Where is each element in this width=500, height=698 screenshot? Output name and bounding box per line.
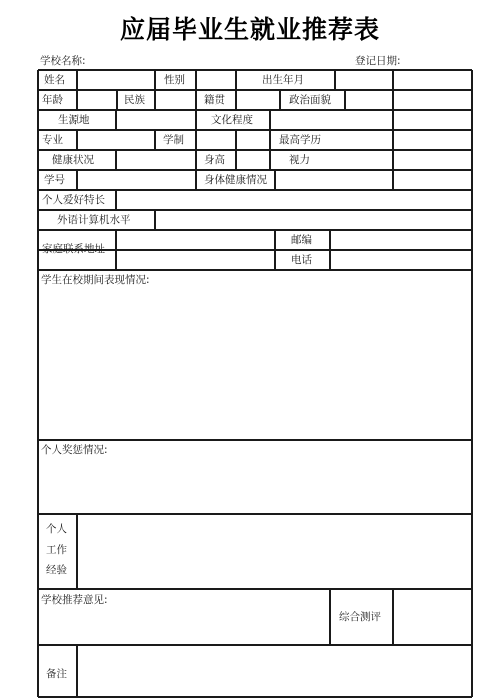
- grid-line-horizontal: [38, 439, 472, 440]
- grid-line-vertical: [195, 70, 196, 90]
- label-name: 姓名: [44, 74, 65, 86]
- label-awards: 个人奖惩情况:: [41, 444, 108, 456]
- grid-line-vertical: [269, 150, 270, 170]
- grid-line-vertical: [279, 90, 280, 110]
- grid-line-vertical: [154, 70, 155, 90]
- grid-line-vertical: [269, 110, 270, 130]
- grid-line-horizontal: [38, 644, 472, 645]
- grid-line-vertical: [274, 230, 275, 270]
- label-highest-degree: 最高学历: [279, 134, 321, 146]
- grid-line-horizontal: [38, 129, 472, 130]
- grid-line-horizontal: [38, 89, 472, 90]
- form-border-top: [38, 69, 472, 70]
- label-major: 专业: [42, 134, 63, 146]
- label-program-length: 学制: [163, 134, 184, 146]
- grid-line-vertical: [195, 150, 196, 170]
- label-remarks: 备注: [46, 668, 67, 680]
- grid-line-vertical: [76, 514, 77, 589]
- grid-line-vertical: [195, 170, 196, 190]
- label-birth-date: 出生年月: [262, 74, 304, 86]
- grid-line-vertical: [195, 110, 196, 130]
- label-physical-health: 身体健康情况: [204, 174, 267, 186]
- grid-line-horizontal: [38, 209, 472, 210]
- label-phone: 电话: [291, 254, 312, 266]
- grid-line-vertical: [154, 130, 155, 150]
- school-name-label: 学校名称:: [40, 55, 86, 67]
- grid-line-vertical: [76, 130, 77, 150]
- grid-line-horizontal: [38, 588, 472, 589]
- label-foreign-language-computer: 外语计算机水平: [57, 214, 131, 226]
- grid-line-horizontal: [38, 189, 472, 190]
- grid-line-horizontal: [38, 169, 472, 170]
- grid-line-vertical: [392, 70, 393, 190]
- label-education-level: 文化程度: [211, 114, 253, 126]
- grid-line-vertical: [76, 645, 77, 697]
- grid-line-vertical: [235, 70, 236, 90]
- grid-line-vertical: [116, 90, 117, 110]
- grid-line-vertical: [235, 90, 236, 110]
- label-height: 身高: [204, 154, 225, 166]
- grid-line-vertical: [154, 90, 155, 110]
- grid-line-vertical: [195, 130, 196, 150]
- label-hobbies: 个人爱好特长: [42, 194, 105, 206]
- grid-line-vertical: [195, 90, 196, 110]
- grid-line-vertical: [115, 230, 116, 270]
- grid-line-vertical: [76, 90, 77, 110]
- label-gender: 性别: [164, 74, 185, 86]
- grid-line-vertical: [329, 589, 330, 645]
- registration-date-label: 登记日期:: [355, 55, 401, 67]
- label-student-origin: 生源地: [58, 114, 90, 126]
- grid-line-vertical: [274, 170, 275, 190]
- grid-line-vertical: [334, 70, 335, 90]
- grid-line-vertical: [235, 150, 236, 170]
- label-overall-evaluation: 综合测评: [339, 611, 381, 623]
- grid-line-vertical: [115, 110, 116, 130]
- grid-line-vertical: [392, 589, 393, 645]
- grid-line-vertical: [76, 70, 77, 90]
- label-work-experience-2: 工作: [46, 543, 67, 556]
- grid-line-vertical: [329, 230, 330, 270]
- grid-line-vertical: [235, 130, 236, 150]
- grid-line-horizontal: [38, 149, 472, 150]
- grid-line-horizontal: [38, 513, 472, 514]
- label-school-performance: 学生在校期间表现情况:: [41, 274, 150, 286]
- grid-line-vertical: [76, 170, 77, 190]
- grid-line-vertical: [115, 150, 116, 170]
- form-title: 应届毕业生就业推荐表: [119, 15, 380, 44]
- label-work-experience-3: 经验: [46, 564, 67, 576]
- label-student-id: 学号: [44, 174, 65, 186]
- label-vision: 视力: [289, 154, 310, 166]
- label-school-recommendation: 学校推荐意见:: [41, 594, 108, 606]
- label-age: 年龄: [42, 94, 63, 106]
- grid-line-horizontal: [38, 109, 472, 110]
- label-native-place: 籍贯: [204, 94, 225, 106]
- grid-line-vertical: [344, 90, 345, 110]
- label-postal-code: 邮编: [291, 234, 312, 246]
- form-border-bottom: [38, 696, 472, 697]
- label-ethnicity: 民族: [124, 94, 145, 106]
- form-border-right: [471, 70, 472, 697]
- grid-line-vertical: [269, 130, 270, 150]
- label-work-experience-1: 个人: [46, 523, 67, 535]
- grid-line-horizontal: [38, 269, 472, 270]
- label-home-address: 家庭联系地址: [42, 243, 105, 255]
- grid-line-horizontal: [38, 229, 472, 230]
- label-health-status: 健康状况: [52, 154, 94, 166]
- label-political-status: 政治面貌: [289, 94, 331, 106]
- grid-line-vertical: [154, 210, 155, 230]
- grid-line-vertical: [115, 190, 116, 210]
- form-border-left: [37, 70, 38, 697]
